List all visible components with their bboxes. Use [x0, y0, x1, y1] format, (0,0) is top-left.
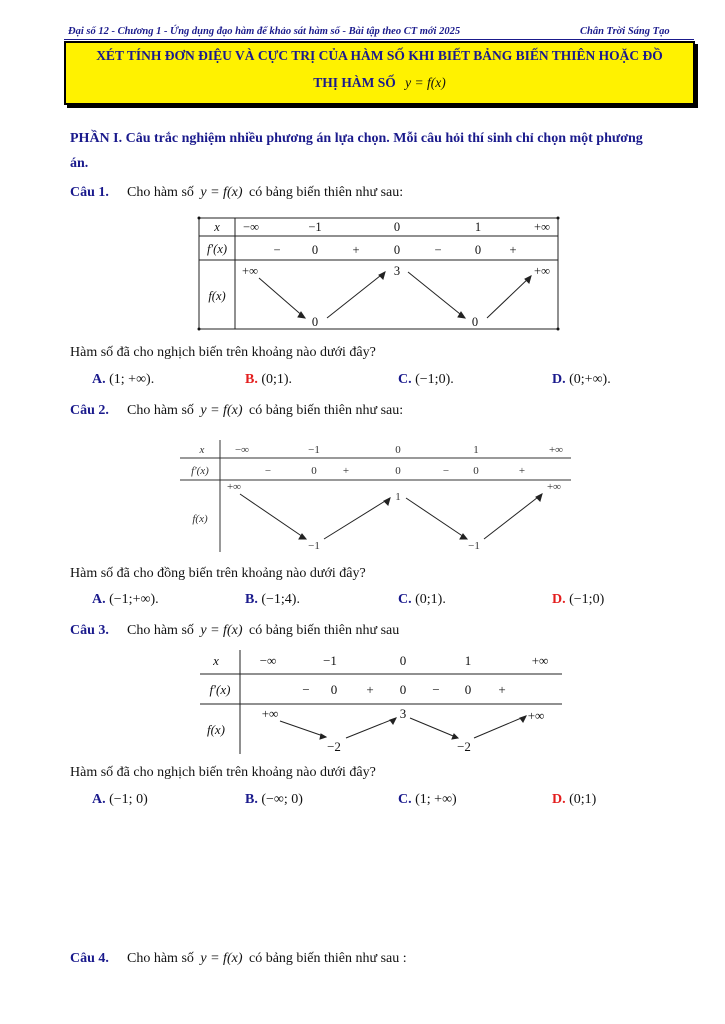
- question-4-stem: [70, 951, 407, 967]
- x-value: +∞: [534, 220, 550, 234]
- derivative-sign: 0: [311, 243, 319, 257]
- increasing-arrow: [474, 716, 526, 738]
- option-c[interactable]: [398, 372, 454, 388]
- grid-dot: [198, 217, 201, 220]
- option-text: (−1; 0): [109, 792, 148, 807]
- x-value: −∞: [259, 653, 277, 668]
- f-value: −2: [457, 739, 471, 754]
- f-value: +∞: [546, 481, 562, 493]
- question-1-prompt: Hàm số đã cho nghịch biến trên khoảng nào dưới đây?: [70, 345, 376, 360]
- question-stem-text: [127, 623, 399, 639]
- stem-part: Cho hàm số: [127, 185, 194, 200]
- header-rule: [64, 39, 694, 40]
- arrow-head: [384, 498, 390, 505]
- f-value: +∞: [261, 706, 279, 721]
- option-text: (−1;+∞).: [109, 592, 159, 607]
- x-value: −1: [308, 444, 320, 456]
- x-value: −∞: [234, 444, 250, 456]
- stem-part: Cho hàm số: [127, 623, 194, 638]
- decreasing-arrow: [240, 494, 306, 539]
- grid-dot: [198, 328, 201, 331]
- decreasing-arrow: [280, 721, 326, 737]
- arrow-head: [390, 718, 396, 724]
- section-heading-line-1: PHẦN I. Câu trắc nghiệm nhiều phương án lựa chọn. Mỗi câu hỏi thí sinh chỉ chọn một phương: [70, 131, 643, 146]
- running-header-right: Chân Trời Sáng Tạo: [580, 26, 670, 37]
- option-c[interactable]: [398, 792, 457, 808]
- derivative-sign: +: [342, 465, 350, 477]
- derivative-sign: +: [366, 682, 374, 697]
- x-value: 1: [464, 653, 472, 668]
- row-label-fprime: f′(x): [206, 242, 228, 256]
- derivative-sign: 0: [474, 243, 482, 257]
- increasing-arrow: [327, 272, 385, 318]
- decreasing-arrow: [259, 278, 305, 318]
- question-2-stem: [70, 403, 404, 419]
- x-value: 1: [473, 444, 479, 456]
- option-d[interactable]: [552, 592, 604, 608]
- option-text: (−1;0).: [415, 372, 454, 387]
- derivative-sign: +: [352, 243, 360, 257]
- stem-part: có bảng biến thiên như sau :: [248, 951, 407, 966]
- derivative-sign: 0: [393, 243, 401, 257]
- banner-line-1: XÉT TÍNH ĐƠN ĐIỆU VÀ CỰC TRỊ CỦA HÀM SỐ KHI BIẾT BẢNG BIẾN THIÊN HOẶC ĐỒ: [96, 48, 663, 63]
- row-label-f: f(x): [208, 289, 226, 303]
- arrow-head: [379, 272, 385, 279]
- question-2-prompt: Hàm số đã cho đồng biến trên khoảng nào dưới đây?: [70, 566, 366, 581]
- increasing-arrow: [484, 494, 542, 539]
- option-letter: A.: [92, 792, 106, 807]
- derivative-sign: −: [432, 682, 440, 697]
- f-value: 3: [393, 264, 401, 278]
- decreasing-arrow: [406, 498, 467, 539]
- x-value: 0: [395, 444, 401, 456]
- derivative-sign: +: [518, 465, 526, 477]
- option-letter: B.: [245, 792, 258, 807]
- f-value: −2: [327, 739, 341, 754]
- x-value: −1: [308, 220, 322, 234]
- f-value: +∞: [527, 708, 545, 723]
- x-value: 0: [399, 653, 407, 668]
- banner-line-2-text: THỊ HÀM SỐ: [313, 75, 396, 90]
- variation-table-q1: [195, 214, 565, 334]
- decreasing-arrow: [408, 272, 465, 318]
- f-value: −1: [308, 540, 320, 552]
- derivative-sign: +: [509, 243, 517, 257]
- derivative-sign: −: [273, 243, 281, 257]
- question-stem-text: [127, 951, 407, 967]
- f-value: 0: [311, 315, 319, 329]
- f-value: 3: [399, 706, 407, 721]
- option-text: (0;+∞).: [569, 372, 611, 387]
- option-text: (−1;4).: [261, 592, 300, 607]
- x-value: 0: [393, 220, 401, 234]
- variation-table-q3: [196, 646, 566, 758]
- row-label-fprime: f′(x): [191, 465, 209, 477]
- x-value: +∞: [548, 444, 564, 456]
- derivative-sign: 0: [464, 682, 472, 697]
- banner-line-2: [66, 75, 693, 91]
- variation-table-q2: [176, 436, 576, 556]
- option-a[interactable]: [92, 372, 154, 388]
- stem-part: Cho hàm số: [127, 403, 194, 418]
- derivative-sign: 0: [330, 682, 338, 697]
- option-letter: A.: [92, 592, 106, 607]
- derivative-sign: 0: [399, 682, 407, 697]
- decreasing-arrow: [410, 718, 458, 738]
- increasing-arrow: [324, 498, 390, 539]
- f-value: +∞: [242, 264, 258, 278]
- arrow-head: [525, 276, 531, 283]
- option-letter: A.: [92, 372, 106, 387]
- option-a[interactable]: [92, 792, 148, 808]
- stem-part: có bảng biến thiên như sau: [248, 623, 400, 638]
- derivative-sign: −: [264, 465, 272, 477]
- derivative-sign: −: [434, 243, 442, 257]
- option-text: (0;1).: [415, 592, 446, 607]
- option-letter: B.: [245, 372, 258, 387]
- question-label: Câu 3.: [70, 623, 109, 638]
- derivative-sign: +: [498, 682, 506, 697]
- option-b[interactable]: [245, 792, 303, 808]
- stem-part: có bảng biến thiên như sau:: [248, 185, 404, 200]
- row-label-f: f(x): [192, 513, 208, 525]
- f-value: −1: [468, 540, 480, 552]
- arrow-head: [320, 734, 326, 739]
- stem-part: có bảng biến thiên như sau:: [248, 403, 404, 418]
- question-label: Câu 4.: [70, 951, 109, 966]
- f-value: +∞: [226, 481, 242, 493]
- option-letter: C.: [398, 372, 412, 387]
- option-b[interactable]: [245, 372, 292, 388]
- option-letter: D.: [552, 372, 566, 387]
- question-label: Câu 1.: [70, 185, 109, 200]
- running-header-left: Đại số 12 - Chương 1 - Ứng dụng đạo hàm để khảo sát hàm số - Bài tập theo CT mới 2025: [68, 26, 461, 37]
- derivative-sign: −: [442, 465, 450, 477]
- f-value: 1: [395, 491, 401, 503]
- question-3-stem: [70, 623, 400, 639]
- option-text: (0;1).: [261, 372, 293, 387]
- option-letter: B.: [245, 592, 258, 607]
- option-b[interactable]: [245, 592, 300, 608]
- derivative-sign: −: [302, 682, 310, 697]
- option-text: (0;1): [569, 792, 597, 807]
- option-letter: C.: [398, 792, 412, 807]
- derivative-sign: 0: [311, 465, 317, 477]
- row-label-x: x: [214, 220, 220, 234]
- increasing-arrow: [346, 718, 396, 738]
- x-value: −1: [323, 653, 337, 668]
- grid-dot: [557, 217, 560, 220]
- question-stem-text: [127, 403, 403, 419]
- option-letter: C.: [398, 592, 412, 607]
- row-label-fprime: f′(x): [209, 682, 231, 697]
- x-value: +∞: [531, 653, 549, 668]
- option-d[interactable]: [552, 372, 611, 388]
- stem-math: y = f(x): [200, 185, 243, 200]
- row-label-f: f(x): [206, 722, 226, 737]
- grid-dot: [557, 328, 560, 331]
- arrow-head: [452, 734, 458, 739]
- question-label: Câu 2.: [70, 403, 109, 418]
- option-d[interactable]: [552, 792, 596, 808]
- x-value: −∞: [243, 220, 259, 234]
- arrow-head: [536, 494, 542, 501]
- question-3-prompt: Hàm số đã cho nghịch biến trên khoảng nào dưới đây?: [70, 765, 376, 780]
- option-a[interactable]: [92, 592, 159, 608]
- title-banner: [64, 41, 695, 105]
- stem-math: y = f(x): [200, 951, 243, 966]
- row-label-x: x: [213, 653, 219, 668]
- option-letter: D.: [552, 792, 566, 807]
- option-letter: D.: [552, 592, 566, 607]
- option-c[interactable]: [398, 592, 446, 608]
- banner-math: y = f(x): [405, 75, 446, 90]
- x-value: 1: [474, 220, 482, 234]
- arrow-head: [520, 716, 526, 722]
- option-text: (−1;0): [569, 592, 605, 607]
- question-stem-text: [127, 185, 403, 201]
- derivative-sign: 0: [395, 465, 401, 477]
- question-1-stem: [70, 185, 404, 201]
- option-text: (1; +∞).: [109, 372, 155, 387]
- derivative-sign: 0: [473, 465, 479, 477]
- increasing-arrow: [487, 276, 531, 318]
- stem-math: y = f(x): [200, 623, 243, 638]
- f-value: 0: [471, 315, 479, 329]
- f-value: +∞: [534, 264, 550, 278]
- option-text: (1; +∞): [415, 792, 457, 807]
- section-heading-line-2: án.: [70, 156, 89, 171]
- stem-part: Cho hàm số: [127, 951, 194, 966]
- row-label-x: x: [199, 444, 205, 456]
- option-text: (−∞; 0): [261, 792, 303, 807]
- stem-math: y = f(x): [200, 403, 243, 418]
